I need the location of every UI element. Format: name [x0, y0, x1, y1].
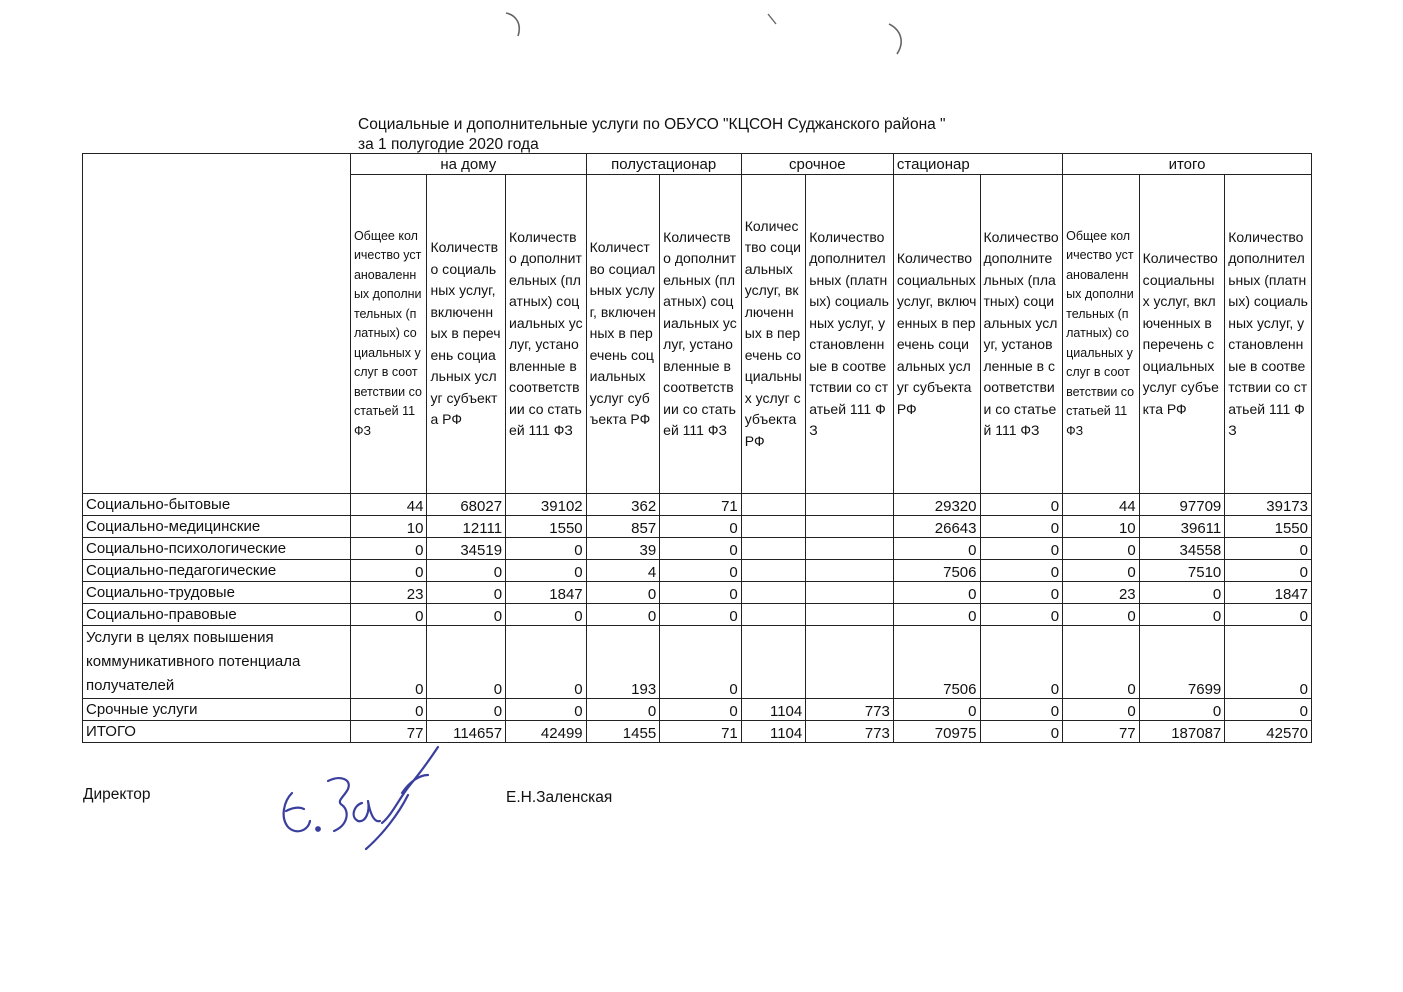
value-cell: 34558 [1139, 538, 1225, 560]
group-header-semistationary: полустационар [586, 154, 741, 175]
subheader-cell: Общее количество установаленных дополнительных (платных) социальных услуг в соответствии со статьей 11 ФЗ [350, 175, 427, 494]
value-cell: 0 [980, 699, 1063, 721]
value-cell: 0 [1225, 699, 1312, 721]
value-cell: 23 [1063, 582, 1140, 604]
subheader-cell: Количество дополнительных (платных) социальных услуг, установленные в соответствии со статьей 111 ФЗ [660, 175, 742, 494]
value-cell: 70975 [893, 721, 980, 743]
value-cell: 0 [350, 604, 427, 626]
subheader-cell: Количество социальных услуг, включенных в перечень социальных услуг субъекта РФ [893, 175, 980, 494]
row-label: Социально-правовые [83, 604, 351, 626]
value-cell: 0 [660, 699, 742, 721]
value-cell [806, 560, 894, 582]
value-cell [741, 560, 805, 582]
value-cell: 44 [350, 494, 427, 516]
value-cell [806, 538, 894, 560]
title-line-2: за 1 полугодие 2020 года [358, 136, 539, 153]
value-cell: 44 [1063, 494, 1140, 516]
value-cell: 0 [980, 626, 1063, 699]
group-header-urgent: срочное [741, 154, 893, 175]
table-row [83, 699, 1312, 721]
value-cell: 7510 [1139, 560, 1225, 582]
value-cell [806, 516, 894, 538]
value-cell [741, 604, 805, 626]
value-cell: 773 [806, 721, 894, 743]
value-cell: 773 [806, 699, 894, 721]
group-header-home: на дому [350, 154, 586, 175]
table-row [83, 582, 1312, 604]
value-cell: 0 [980, 494, 1063, 516]
value-cell: 0 [506, 699, 587, 721]
value-cell: 0 [980, 516, 1063, 538]
row-label: Социально-медицинские [83, 516, 351, 538]
group-header-stationary: стационар [893, 154, 1062, 175]
table-body [83, 494, 1312, 743]
value-cell: 193 [586, 626, 660, 699]
group-header-total: итого [1063, 154, 1312, 175]
table-row [83, 516, 1312, 538]
value-cell: 7506 [893, 560, 980, 582]
value-cell: 0 [893, 538, 980, 560]
value-cell: 0 [660, 582, 742, 604]
value-cell: 0 [980, 721, 1063, 743]
scan-mark [500, 10, 530, 40]
value-cell: 0 [1063, 538, 1140, 560]
value-cell: 0 [893, 699, 980, 721]
value-cell: 77 [350, 721, 427, 743]
row-label: Срочные услуги [83, 699, 351, 721]
value-cell: 0 [893, 582, 980, 604]
subheader-cell: Количество дополнительных (платных) социальных услуг, установленные в соответствии со статьей 111 ФЗ [806, 175, 894, 494]
value-cell: 0 [660, 626, 742, 699]
table-row [83, 604, 1312, 626]
value-cell [741, 626, 805, 699]
value-cell [806, 582, 894, 604]
value-cell: 39173 [1225, 494, 1312, 516]
row-label: Социально-бытовые [83, 494, 351, 516]
signer-name: Е.Н.Заленская [506, 789, 613, 806]
value-cell: 97709 [1139, 494, 1225, 516]
table-row [83, 560, 1312, 582]
row-label-header [83, 154, 351, 494]
value-cell: 1104 [741, 721, 805, 743]
value-cell: 12111 [427, 516, 506, 538]
value-cell [806, 494, 894, 516]
value-cell: 857 [586, 516, 660, 538]
table-row [83, 721, 1312, 743]
value-cell: 362 [586, 494, 660, 516]
value-cell: 114657 [427, 721, 506, 743]
value-cell: 0 [980, 560, 1063, 582]
row-label: Социально-трудовые [83, 582, 351, 604]
value-cell [741, 516, 805, 538]
value-cell: 77 [1063, 721, 1140, 743]
value-cell: 0 [506, 560, 587, 582]
services-table [82, 153, 1312, 743]
subheader-cell: Количество социальных услуг, включенных в перечень социальных услуг субъекта РФ [427, 175, 506, 494]
value-cell: 0 [1225, 538, 1312, 560]
value-cell: 0 [660, 516, 742, 538]
value-cell: 1847 [506, 582, 587, 604]
value-cell: 0 [1225, 604, 1312, 626]
document-title [358, 115, 946, 155]
value-cell: 1550 [1225, 516, 1312, 538]
value-cell: 0 [350, 699, 427, 721]
value-cell: 0 [350, 560, 427, 582]
scan-mark [885, 22, 909, 56]
value-cell: 1455 [586, 721, 660, 743]
value-cell: 0 [1225, 560, 1312, 582]
value-cell: 10 [350, 516, 427, 538]
value-cell [806, 626, 894, 699]
value-cell: 0 [980, 582, 1063, 604]
value-cell: 0 [586, 699, 660, 721]
value-cell: 10 [1063, 516, 1140, 538]
director-label: Директор [83, 786, 151, 803]
value-cell: 0 [427, 582, 506, 604]
value-cell [741, 582, 805, 604]
table-row [83, 538, 1312, 560]
value-cell: 0 [1063, 604, 1140, 626]
value-cell: 0 [350, 626, 427, 699]
value-cell: 0 [1139, 604, 1225, 626]
value-cell: 0 [427, 604, 506, 626]
title-line-1: Социальные и дополнительные услуги по ОБУСО "КЦСОН Суджанского района " [358, 116, 946, 133]
value-cell: 42499 [506, 721, 587, 743]
value-cell: 71 [660, 721, 742, 743]
value-cell: 26643 [893, 516, 980, 538]
value-cell: 0 [660, 604, 742, 626]
subheader-cell: Количество дополнительных (платных) социальных услуг, установленные в соответствии со статьей 111 ФЗ [506, 175, 587, 494]
value-cell: 0 [1063, 560, 1140, 582]
value-cell: 0 [1063, 626, 1140, 699]
value-cell: 7699 [1139, 626, 1225, 699]
value-cell: 39102 [506, 494, 587, 516]
row-label: Социально-педагогические [83, 560, 351, 582]
value-cell: 39 [586, 538, 660, 560]
value-cell: 29320 [893, 494, 980, 516]
value-cell: 0 [427, 699, 506, 721]
value-cell: 7506 [893, 626, 980, 699]
handwritten-signature [270, 745, 460, 855]
value-cell: 0 [1063, 699, 1140, 721]
value-cell: 39611 [1139, 516, 1225, 538]
value-cell: 0 [1225, 626, 1312, 699]
value-cell: 0 [660, 538, 742, 560]
value-cell: 0 [506, 538, 587, 560]
value-cell [741, 538, 805, 560]
table-row [83, 626, 1312, 699]
value-cell: 34519 [427, 538, 506, 560]
value-cell: 4 [586, 560, 660, 582]
table-row [83, 494, 1312, 516]
subheader-cell: Количество социальных услуг, включенных в перечень социальных услуг субъекта РФ [1139, 175, 1225, 494]
value-cell: 0 [893, 604, 980, 626]
subheader-cell: Общее количество установаленных дополнительных (платных) социальных услуг в соответствии со статьей 11 ФЗ [1063, 175, 1140, 494]
value-cell: 1550 [506, 516, 587, 538]
value-cell: 68027 [427, 494, 506, 516]
value-cell: 0 [506, 626, 587, 699]
value-cell: 0 [980, 538, 1063, 560]
subheader-cell: Количество дополнительных (платных) социальных услуг, установленные в соответствии со статьей 111 ФЗ [980, 175, 1063, 494]
value-cell: 23 [350, 582, 427, 604]
subheader-cell: Количество дополнительных (платных) социальных услуг, установленные в соответствии со статьей 111 ФЗ [1225, 175, 1312, 494]
row-label: Социально-психологические [83, 538, 351, 560]
value-cell: 0 [1139, 699, 1225, 721]
value-cell: 71 [660, 494, 742, 516]
value-cell: 42570 [1225, 721, 1312, 743]
group-header-row [83, 154, 1312, 175]
value-cell: 0 [506, 604, 587, 626]
value-cell: 0 [586, 582, 660, 604]
subheader-cell: Количество социальных услуг, включенных в перечень социальных услуг субъекта РФ [586, 175, 660, 494]
value-cell [741, 494, 805, 516]
value-cell: 1104 [741, 699, 805, 721]
value-cell: 0 [660, 560, 742, 582]
value-cell: 0 [427, 626, 506, 699]
value-cell: 0 [427, 560, 506, 582]
value-cell: 187087 [1139, 721, 1225, 743]
value-cell: 1847 [1225, 582, 1312, 604]
value-cell: 0 [1139, 582, 1225, 604]
value-cell: 0 [586, 604, 660, 626]
value-cell [806, 604, 894, 626]
value-cell: 0 [350, 538, 427, 560]
value-cell: 0 [980, 604, 1063, 626]
row-label: Услуги в целях повышения коммуникативного потенциала получателей [83, 626, 351, 699]
row-label: ИТОГО [83, 721, 351, 743]
scan-mark [766, 12, 782, 28]
subheader-cell: Количество социальных услуг, включенных в перечень социальных услуг субъекта РФ [741, 175, 805, 494]
